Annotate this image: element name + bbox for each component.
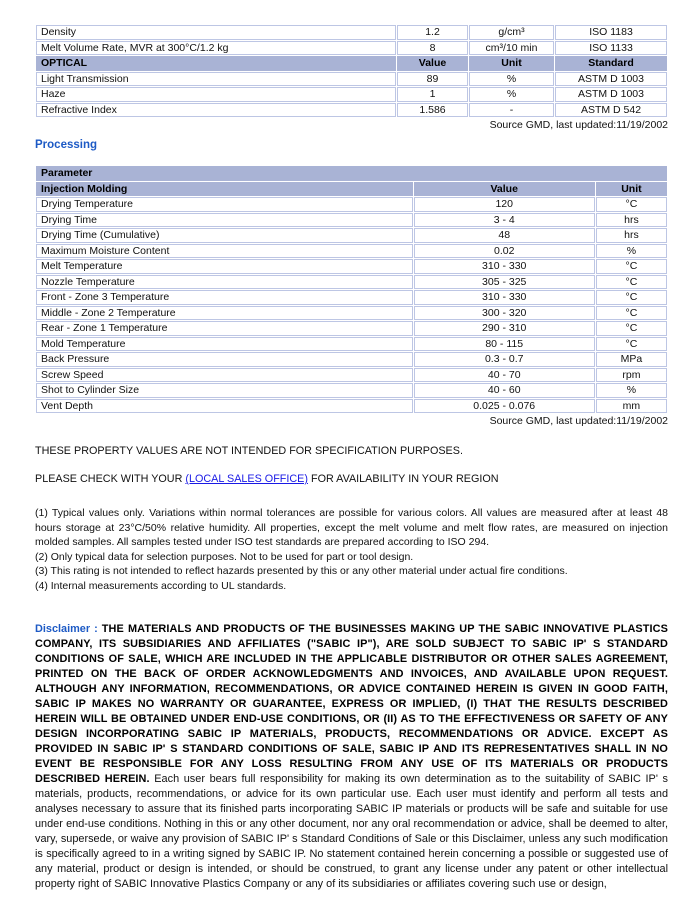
availability-line: [35, 473, 668, 486]
source-note: Source GMD, last updated:11/19/2002: [489, 119, 668, 131]
parameter-header-row: [36, 166, 667, 181]
table-row: [36, 87, 667, 102]
table-cell: 0.025 - 0.076: [414, 399, 595, 414]
table-cell: 40 - 60: [414, 383, 595, 398]
table-row: [36, 103, 667, 118]
table-cell: Middle - Zone 2 Temperature: [36, 306, 413, 321]
table-cell: Melt Volume Rate, MVR at 300°C/1.2 kg: [36, 41, 396, 56]
table-cell: ASTM D 542: [555, 103, 667, 118]
table-cell: Melt Temperature: [36, 259, 413, 274]
table-cell: ASTM D 1003: [555, 72, 667, 87]
disclaimer-regular-text: Each user bears full responsibility for making its own determination as to the suitability of SABIC IP' s materials, products, recommendations, or advice for its own particular use. Each user must identify and perform all tests and analyses necessary to assure that its finished parts incorporating SABIC IP materials or products will be safe and suitable for use under end-use conditions. Nothing in this or any other document, nor any oral recommendation or advice, shall be deemed to alter, vary, supersede, or waive any provision of SABIC IP' s Standard Conditions of Sale or this Disclaimer, unless any such modification is specifically agreed to in a writing signed by SABIC IP. No statement contained herein concerning a possible or suggested use of any material, product or design is intended, or should be construed, to grant any license under any patent or other intellectual property right of SABIC Innovative Plastics Company or any of its subsidiaries or affiliates covering such use or design,: [35, 772, 668, 890]
injection-molding-header-row: [36, 182, 667, 197]
table-cell: 290 - 310: [414, 321, 595, 336]
table-cell: Shot to Cylinder Size: [36, 383, 413, 398]
table-cell: Density: [36, 25, 396, 40]
spacer: [35, 151, 668, 165]
footnote-line: (4) Internal measurements according to UL standards.: [35, 579, 287, 592]
table-row: [36, 25, 667, 40]
footnotes: [35, 506, 668, 594]
table-cell: Refractive Index: [36, 103, 396, 118]
table-cell: °C: [596, 197, 667, 212]
table-cell: -: [469, 103, 554, 118]
footnote-line: (2) Only typical data for selection purposes. Not to be used for part or tool design.: [35, 550, 414, 563]
footnote-line: (1) Typical values only. Variations within normal tolerances are possible for various colors. All values are measured after at least 48 hours storage at 23°C/50% relative humidity. All properties, except the melt volume and melt flow rates, are measured on injection molded samples. All samples tested under ISO test standards are prepared according to ISO 294.: [35, 507, 668, 549]
availability-suffix: FOR AVAILABILITY IN YOUR REGION: [310, 473, 499, 485]
table-cell: 8: [397, 41, 468, 56]
table-cell: °C: [596, 321, 667, 336]
optical-rows: [36, 72, 667, 118]
table-cell: °C: [596, 306, 667, 321]
optical-section-header-row: [36, 56, 667, 71]
table-cell: 0.3 - 0.7: [414, 352, 595, 367]
unit-header-cell: Unit: [596, 182, 667, 197]
table-cell: Mold Temperature: [36, 337, 413, 352]
properties-table: [35, 24, 668, 118]
table-cell: cm³/10 min: [469, 41, 554, 56]
table-row: [36, 368, 667, 383]
injection-molding-cell: Injection Molding: [36, 182, 413, 197]
table-cell: 1.2: [397, 25, 468, 40]
table-cell: °C: [596, 337, 667, 352]
table-cell: rpm: [596, 368, 667, 383]
table-row: [36, 244, 667, 259]
table-cell: Front - Zone 3 Temperature: [36, 290, 413, 305]
table-row: [36, 197, 667, 212]
disclaimer-paragraph: [35, 622, 668, 892]
table-row: [36, 399, 667, 414]
specification-notice: THESE PROPERTY VALUES ARE NOT INTENDED FOR SPECIFICATION PURPOSES.: [35, 445, 463, 457]
disclaimer-bold-text: THE MATERIALS AND PRODUCTS OF THE BUSINESSES MAKING UP THE SABIC INNOVATIVE PLASTICS COMPANY, ITS SUBSIDIARIES AND AFFILIATES ("SABIC IP"), ARE SOLD SUBJECT TO SABIC IP' S STANDARD CONDITIONS OF SALE, WHICH ARE INCLUDED IN THE APPLICABLE DISTRIBUTOR OR OTHER SALES AGREEMENT, PRINTED ON THE BACK OF ORDER ACKNOWLEDGMENTS AND INVOICES, AND AVAILABLE UPON REQUEST. ALTHOUGH ANY INFORMATION, RECOMMENDATIONS, OR ADVICE CONTAINED HEREIN IS GIVEN IN GOOD FAITH, SABIC IP MAKES NO WARRANTY OR GUARANTEE, EXPRESS OR IMPLIED, (I) THAT THE RESULTS DESCRIBED HEREIN WILL BE OBTAINED UNDER END-USE CONDITIONS, OR (II) AS TO THE EFFECTIVENESS OR SAFETY OF ANY DESIGN INCORPORATING SABIC IP MATERIALS, PRODUCTS, RECOMMENDATIONS OR ADVICE. EXCEPT AS PROVIDED IN SABIC IP' S STANDARD CONDITIONS OF SALE, SABIC IP AND ITS REPRESENTATIVES SHALL IN NO EVENT BE RESPONSIBLE FOR ANY LOSS RESULTING FROM ANY USE OF ITS MATERIALS OR PRODUCTS DESCRIBED HEREIN.: [35, 622, 668, 785]
table-row: [36, 259, 667, 274]
table-cell: %: [469, 87, 554, 102]
table-row: [36, 383, 667, 398]
table-cell: %: [469, 72, 554, 87]
table-row: [36, 352, 667, 367]
table-cell: MPa: [596, 352, 667, 367]
table-cell: 1.586: [397, 103, 468, 118]
table-cell: °C: [596, 290, 667, 305]
value-header-cell: Value: [397, 56, 468, 71]
table-cell: mm: [596, 399, 667, 414]
table-cell: Rear - Zone 1 Temperature: [36, 321, 413, 336]
table-row: [36, 228, 667, 243]
table-cell: ISO 1183: [555, 25, 667, 40]
table-cell: Drying Temperature: [36, 197, 413, 212]
table-cell: Light Transmission: [36, 72, 396, 87]
table-cell: ISO 1133: [555, 41, 667, 56]
table-row: [36, 321, 667, 336]
table-row: [36, 275, 667, 290]
table-cell: 310 - 330: [414, 259, 595, 274]
table-cell: 89: [397, 72, 468, 87]
table-cell: Haze: [36, 87, 396, 102]
table-cell: g/cm³: [469, 25, 554, 40]
table-row: [36, 337, 667, 352]
table-cell: 305 - 325: [414, 275, 595, 290]
table-cell: 48: [414, 228, 595, 243]
standard-header-cell: Standard: [555, 56, 667, 71]
table-cell: 120: [414, 197, 595, 212]
footnote-line: (3) This rating is not intended to reflect hazards presented by this or any other material under actual fire conditions.: [35, 565, 568, 578]
table-cell: %: [596, 383, 667, 398]
properties-rows-top: [36, 25, 667, 55]
table-cell: 1: [397, 87, 468, 102]
table-cell: 0.02: [414, 244, 595, 259]
table-cell: 310 - 330: [414, 290, 595, 305]
table-cell: 40 - 70: [414, 368, 595, 383]
table-cell: Nozzle Temperature: [36, 275, 413, 290]
local-sales-office-link[interactable]: (LOCAL SALES OFFICE): [185, 473, 308, 485]
source-note: Source GMD, last updated:11/19/2002: [489, 415, 668, 427]
value-header-cell: Value: [414, 182, 595, 197]
table-cell: 300 - 320: [414, 306, 595, 321]
table-cell: %: [596, 244, 667, 259]
table-cell: Screw Speed: [36, 368, 413, 383]
disclaimer-label: Disclaimer :: [35, 622, 98, 635]
table-row: [36, 41, 667, 56]
table-cell: ASTM D 1003: [555, 87, 667, 102]
section-title-cell: OPTICAL: [36, 56, 396, 71]
page-content: [35, 24, 668, 892]
processing-heading: Processing: [35, 139, 97, 151]
table-cell: Back Pressure: [36, 352, 413, 367]
table-cell: Drying Time: [36, 213, 413, 228]
table-row: [36, 213, 667, 228]
table-row: [36, 306, 667, 321]
table-cell: Drying Time (Cumulative): [36, 228, 413, 243]
processing-table: [35, 165, 668, 414]
table-cell: 3 - 4: [414, 213, 595, 228]
table-cell: hrs: [596, 213, 667, 228]
parameter-header-cell: Parameter: [36, 166, 667, 181]
table-row: [36, 72, 667, 87]
table-cell: 80 - 115: [414, 337, 595, 352]
table-cell: °C: [596, 275, 667, 290]
unit-header-cell: Unit: [469, 56, 554, 71]
availability-prefix: PLEASE CHECK WITH YOUR: [35, 473, 183, 485]
table-cell: °C: [596, 259, 667, 274]
table-row: [36, 290, 667, 305]
table-cell: Vent Depth: [36, 399, 413, 414]
table-cell: hrs: [596, 228, 667, 243]
processing-rows: [36, 197, 667, 413]
table-cell: Maximum Moisture Content: [36, 244, 413, 259]
